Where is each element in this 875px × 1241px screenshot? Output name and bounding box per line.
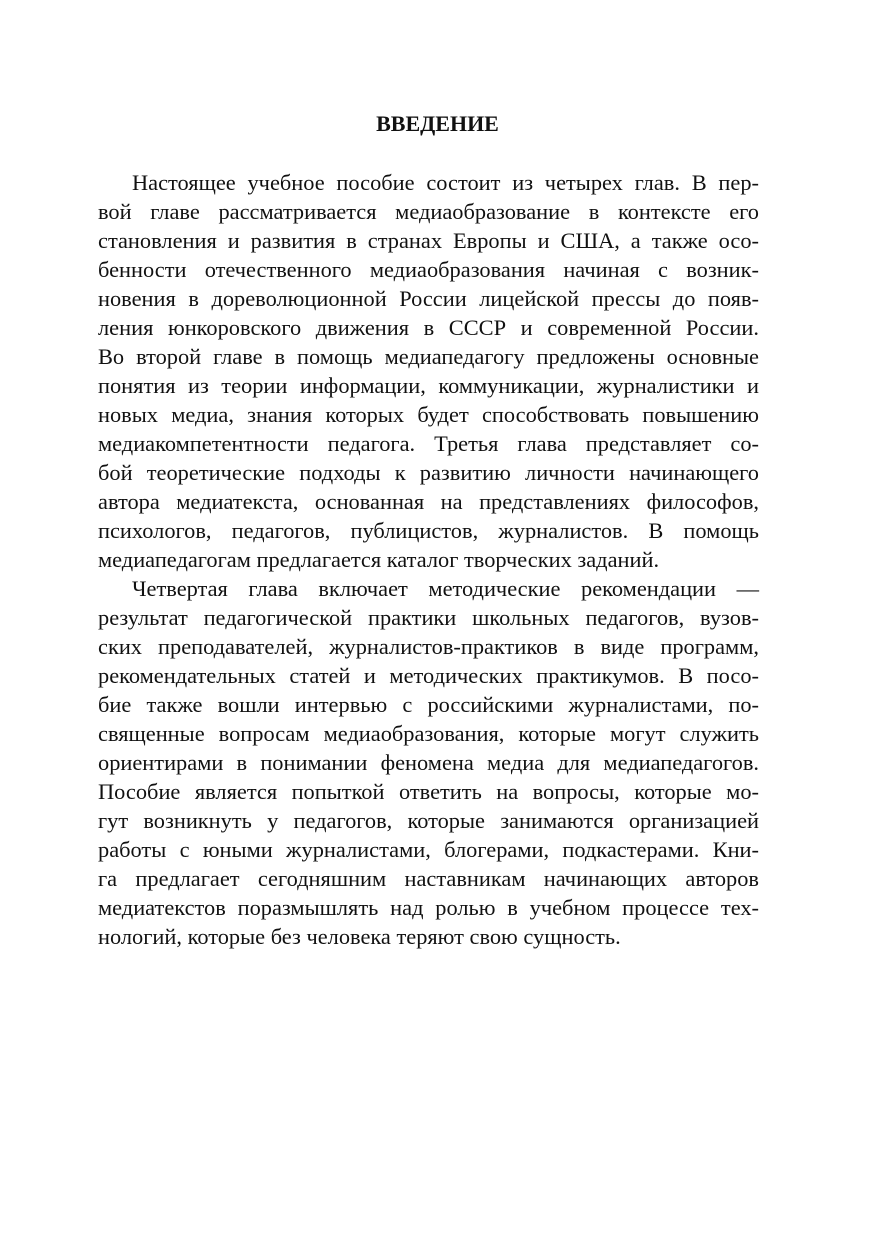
text-line: гут возникнуть у педагогов, которые занимаются организацией: [98, 808, 759, 833]
text-line: Четвертая глава включает методические рекомендации —: [132, 576, 759, 601]
text-line: медиапедагогам предлагается каталог творческих заданий.: [98, 547, 660, 572]
text-line: бие также вошли интервью с российскими журналистами, по-: [98, 692, 759, 717]
text-line: медиатекстов поразмышлять над ролью в учебном процессе тех-: [98, 895, 759, 920]
text-line: ориентирами в понимании феномена медиа для медиапедагогов.: [98, 750, 759, 775]
text-line: нологий, которые без человека теряют свою сущность.: [98, 924, 621, 949]
text-line: ления юнкоровского движения в СССР и современной России.: [98, 315, 759, 340]
text-line: новых медиа, знания которых будет способствовать повышению: [98, 402, 759, 427]
text-line: понятия из теории информации, коммуникации, журналистики и: [98, 373, 759, 398]
page-title: ВВЕДЕНИЕ: [376, 111, 499, 136]
text-line: Пособие является попыткой ответить на вопросы, которые мо-: [98, 779, 759, 804]
text-line: ских преподавателей, журналистов-практиков в виде программ,: [98, 634, 759, 659]
text-line: Настоящее учебное пособие состоит из четырех глав. В пер-: [132, 170, 759, 195]
text-line: становления и развития в странах Европы и США, а также осо-: [98, 228, 759, 253]
paragraph-1: [98, 168, 759, 574]
text-line: автора медиатекста, основанная на представлениях философов,: [98, 489, 759, 514]
text-line: бой теоретические подходы к развитию личности начинающего: [98, 460, 759, 485]
text-line: результат педагогической практики школьных педагогов, вузов-: [98, 605, 759, 630]
body-text: [98, 168, 759, 951]
paragraph-2: [98, 574, 759, 951]
text-line: Во второй главе в помощь медиапедагогу предложены основные: [98, 344, 759, 369]
text-line: психологов, педагогов, публицистов, журналистов. В помощь: [98, 518, 759, 543]
text-line: работы с юными журналистами, блогерами, подкастерами. Кни-: [98, 837, 759, 862]
text-line: медиакомпетентности педагога. Третья глава представляет со-: [98, 431, 759, 456]
text-line: вой главе рассматривается медиаобразование в контексте его: [98, 199, 759, 224]
text-line: священные вопросам медиаобразования, которые могут служить: [98, 721, 759, 746]
text-line: бенности отечественного медиаобразования начиная с возник-: [98, 257, 759, 282]
text-line: га предлагает сегодняшним наставникам начинающих авторов: [98, 866, 759, 891]
text-line: новения в дореволюционной России лицейской прессы до появ-: [98, 286, 759, 311]
text-line: рекомендательных статей и методических практикумов. В посо-: [98, 663, 759, 688]
